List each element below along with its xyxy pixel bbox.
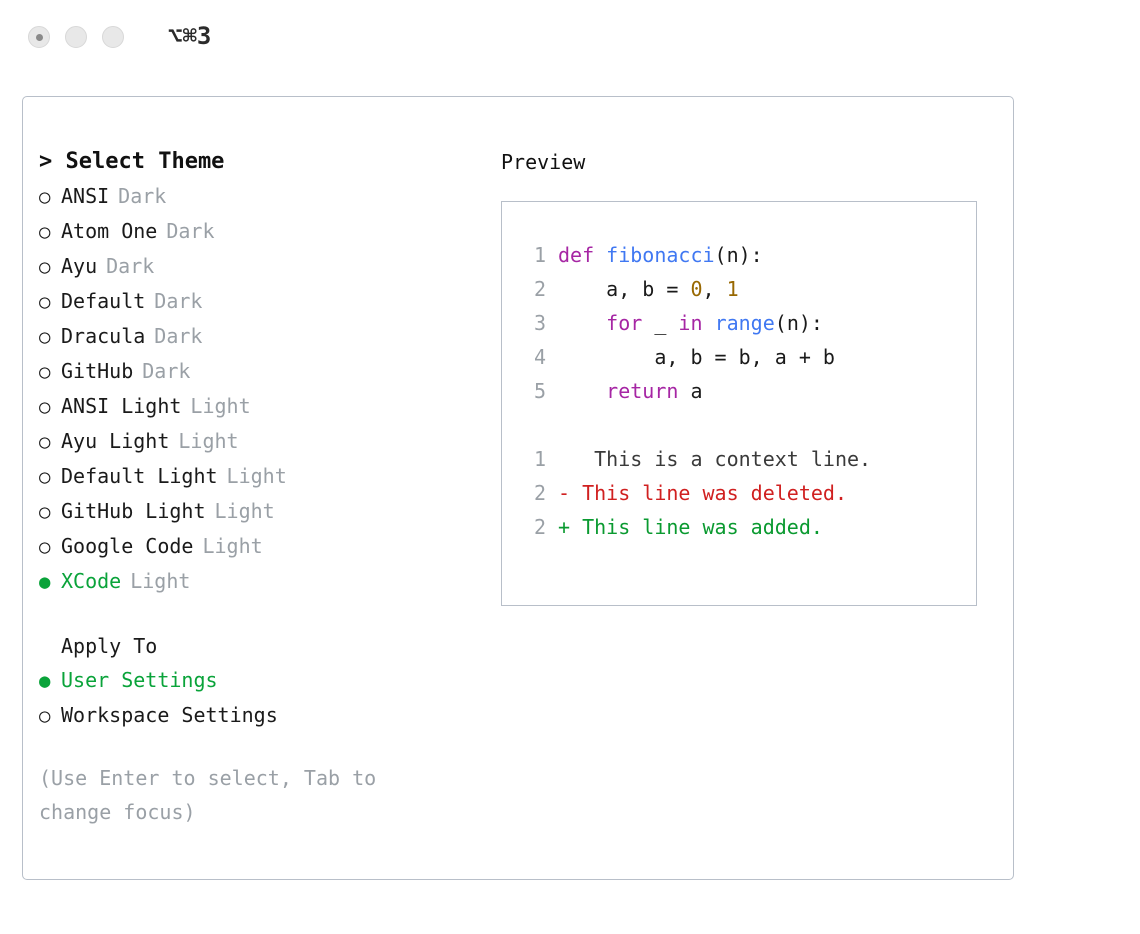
theme-variant-label: Light <box>178 429 239 453</box>
apply-to-heading: Apply To <box>61 634 158 658</box>
theme-option-github[interactable] <box>39 354 469 389</box>
apply-to-option-user-settings[interactable] <box>39 663 469 698</box>
code-sample <box>520 238 976 408</box>
theme-selection-column <box>39 145 469 829</box>
theme-variant-label: Dark <box>118 184 167 208</box>
preview-box <box>501 201 977 606</box>
theme-option-label: Default Light <box>61 464 218 488</box>
diff-line <box>520 476 976 510</box>
theme-option-google-code[interactable] <box>39 529 469 564</box>
window-dot-minimize[interactable] <box>65 26 87 48</box>
radio-unselected-icon: ○ <box>39 186 51 208</box>
line-number: 3 <box>533 311 546 335</box>
theme-option-ayu-light[interactable] <box>39 424 469 459</box>
code-token: a, b = b, a + b <box>558 345 835 369</box>
title-bar <box>0 0 1140 78</box>
theme-option-label: Ayu <box>61 254 98 278</box>
line-number: 1 <box>533 243 546 267</box>
line-number: 4 <box>533 345 546 369</box>
theme-option-atom-one[interactable] <box>39 214 469 249</box>
theme-option-github-light[interactable] <box>39 494 469 529</box>
theme-variant-label: Dark <box>154 324 203 348</box>
theme-option-dracula[interactable] <box>39 319 469 354</box>
theme-variant-label: Dark <box>154 289 203 313</box>
diff-sign: - <box>558 481 571 505</box>
theme-variant-label: Light <box>226 464 287 488</box>
line-number: 5 <box>533 379 546 403</box>
radio-unselected-icon: ○ <box>39 256 51 278</box>
code-token: _ <box>642 311 679 335</box>
theme-option-default[interactable] <box>39 284 469 319</box>
theme-variant-label: Light <box>190 394 251 418</box>
code-token: for <box>606 311 643 335</box>
window-dot-close[interactable] <box>28 26 50 48</box>
theme-option-label: Dracula <box>61 324 146 348</box>
window-dot-maximize[interactable] <box>102 26 124 48</box>
diff-line <box>520 510 976 544</box>
theme-option-label: Ayu Light <box>61 429 170 453</box>
code-line <box>520 238 976 272</box>
code-token: 0 <box>690 277 703 301</box>
theme-option-default-light[interactable] <box>39 459 469 494</box>
code-token <box>558 379 606 403</box>
radio-unselected-icon: ○ <box>39 396 51 418</box>
radio-unselected-icon: ○ <box>39 431 51 453</box>
theme-list[interactable] <box>39 179 469 599</box>
code-token <box>558 311 606 335</box>
diff-sign: + <box>558 515 571 539</box>
theme-option-label: XCode <box>61 569 122 593</box>
theme-variant-label: Dark <box>142 359 191 383</box>
theme-variant-label: Light <box>214 499 275 523</box>
theme-option-label: GitHub <box>61 359 134 383</box>
radio-unselected-icon: ○ <box>39 326 51 348</box>
radio-unselected-icon: ○ <box>39 291 51 313</box>
apply-to-list[interactable] <box>39 663 469 733</box>
apply-to-option-label: Workspace Settings <box>61 703 278 727</box>
code-token: range <box>714 311 775 335</box>
code-token: fibonacci <box>606 243 715 267</box>
window-controls <box>28 26 124 48</box>
theme-option-xcode[interactable] <box>39 564 469 599</box>
code-line <box>520 340 976 374</box>
radio-unselected-icon: ○ <box>39 221 51 243</box>
code-token: a <box>678 379 703 403</box>
code-line <box>520 306 976 340</box>
code-token <box>703 311 715 335</box>
theme-variant-label: Light <box>130 569 191 593</box>
radio-selected-icon: ● <box>39 571 51 593</box>
code-token: (n): <box>714 243 763 267</box>
code-token: def <box>558 243 607 267</box>
diff-sample <box>520 442 976 544</box>
theme-option-label: ANSI Light <box>61 394 182 418</box>
apply-to-option-label: User Settings <box>61 668 218 692</box>
code-token: in <box>678 311 703 335</box>
apply-to-option-workspace-settings[interactable] <box>39 698 469 733</box>
theme-option-label: ANSI <box>61 184 110 208</box>
theme-option-label: Google Code <box>61 534 194 558</box>
theme-variant-label: Light <box>202 534 263 558</box>
line-number: 2 <box>533 481 546 505</box>
code-line <box>520 374 976 408</box>
theme-variant-label: Dark <box>106 254 155 278</box>
theme-option-label: Default <box>61 289 146 313</box>
line-number: 2 <box>533 515 546 539</box>
code-token: , <box>702 277 727 301</box>
theme-option-ayu[interactable] <box>39 249 469 284</box>
theme-option-label: Atom One <box>61 219 158 243</box>
diff-text: This line was added. <box>570 515 823 539</box>
preview-column <box>501 145 991 606</box>
code-token: return <box>606 379 679 403</box>
keyboard-shortcut-label: ⌥⌘3 <box>168 22 212 50</box>
radio-unselected-icon: ○ <box>39 466 51 488</box>
line-number: 1 <box>533 447 546 471</box>
radio-unselected-icon: ○ <box>39 361 51 383</box>
theme-option-label: GitHub Light <box>61 499 206 523</box>
theme-picker-panel <box>22 96 1014 880</box>
theme-option-ansi-light[interactable] <box>39 389 469 424</box>
diff-sign <box>558 447 570 471</box>
theme-option-ansi[interactable] <box>39 179 469 214</box>
select-theme-heading: > Select Theme <box>39 149 225 174</box>
keyboard-hint-text: (Use Enter to select, Tab to change focus) <box>39 766 377 824</box>
preview-heading: Preview <box>501 150 586 174</box>
radio-unselected-icon: ○ <box>39 536 51 558</box>
theme-variant-label: Dark <box>166 219 215 243</box>
diff-text: This is a context line. <box>570 447 872 471</box>
code-token: a, b = <box>558 277 691 301</box>
diff-line <box>520 442 976 476</box>
radio-unselected-icon: ○ <box>39 501 51 523</box>
code-token: 1 <box>726 277 739 301</box>
code-token: (n): <box>774 311 823 335</box>
code-line <box>520 272 976 306</box>
line-number: 2 <box>533 277 546 301</box>
diff-text: This line was deleted. <box>570 481 847 505</box>
radio-selected-icon: ● <box>39 670 51 692</box>
preview-spacer <box>520 408 976 442</box>
radio-unselected-icon: ○ <box>39 705 51 727</box>
